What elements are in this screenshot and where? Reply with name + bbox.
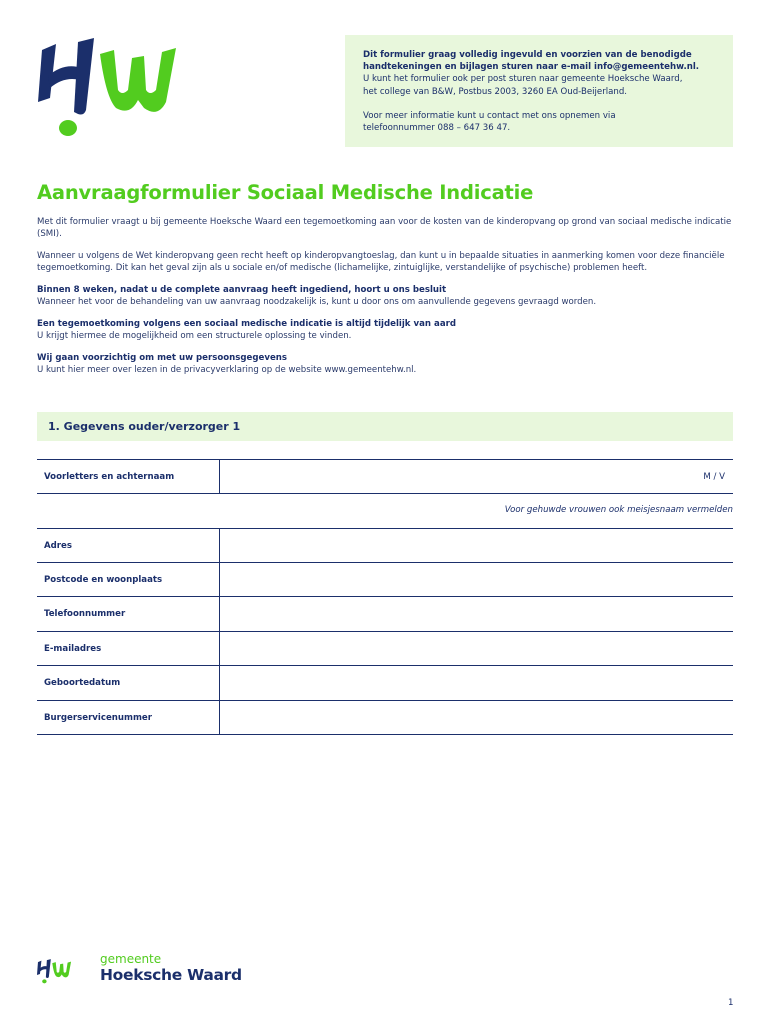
field-label: Postcode en woonplaats (44, 575, 163, 585)
field-label: Burgerservicenummer (44, 713, 152, 723)
hw-footer-logo-icon (36, 952, 76, 990)
info-line-2: handtekeningen en bijlagen sturen naar e-mail info@gemeentehw.nl. (363, 62, 700, 73)
hw-logo-icon (34, 32, 196, 140)
intro-paragraph-1: Met dit formulier vraagt u bij gemeente Hoeksche Waard een tegemoetkoming aan voor de kosten van de kinderopvang op grond van sociaal medische indicatie (SMI). (37, 217, 732, 239)
footer-name: Hoeksche Waard (100, 966, 242, 984)
intro-paragraph-3: Wanneer het voor de behandeling van uw aanvraag noodzakelijk is, kunt u door ons om aanvullende gegevens gevraagd worden. (37, 297, 597, 307)
intro-paragraph-4: U krijgt hiermee de mogelijkheid om een structurele oplossing te vinden. (37, 331, 352, 341)
section-header: 1. Gegevens ouder/verzorger 1 (37, 412, 733, 441)
form-row-address[interactable] (37, 528, 733, 562)
intro-heading-3: Binnen 8 weken, nadat u de complete aanvraag heeft ingediend, hoort u ons besluit (37, 285, 447, 295)
info-line-1: Dit formulier graag volledig ingevuld en voorzien van de benodigde (363, 50, 692, 60)
gender-hint: M / V (703, 472, 725, 482)
form-row-birthdate[interactable] (37, 665, 733, 699)
field-label: E-mailadres (44, 644, 102, 654)
form-row-postcode[interactable] (37, 562, 733, 596)
form-row-email[interactable] (37, 631, 733, 665)
intro-paragraph-2: Wanneer u volgens de Wet kinderopvang geen recht heeft op kinderopvangtoeslag, dan kunt u in bepaalde situaties in aanmerking komen voor deze financiële tegemoetkoming. Dit kan het geval zijn als u sociale en/of medische (lichamelijke, zintuiglijke, verstandelijke of psychische) problemen heeft. (37, 251, 725, 273)
intro-heading-5: Wij gaan voorzichtig om met uw persoonsgegevens (37, 353, 288, 363)
field-label: Adres (44, 541, 72, 551)
form-row-name (37, 459, 733, 494)
footer-brand (100, 953, 242, 984)
field-label: Voorletters en achternaam (44, 472, 175, 482)
page-number: 1 (728, 998, 734, 1008)
form-row-bsn[interactable] (37, 700, 733, 734)
intro-paragraph-5: U kunt hier meer over lezen in de privacyverklaring op de website www.gemeentehw.nl. (37, 365, 417, 375)
field-label: Geboortedatum (44, 678, 121, 688)
page-title: Aanvraagformulier Sociaal Medische Indicatie (37, 181, 534, 204)
info-line-4: het college van B&W, Postbus 2003, 3260 EA Oud-Beijerland. (363, 86, 628, 97)
field-note: Voor gehuwde vrouwen ook meisjesnaam vermelden (504, 505, 733, 515)
table-bottom-border (37, 734, 733, 735)
intro-text (37, 216, 737, 386)
form-row-phone[interactable] (37, 596, 733, 630)
info-line-3: U kunt het formulier ook per post sturen naar gemeente Hoeksche Waard, (363, 74, 683, 85)
info-line-6: telefoonnummer 088 – 647 36 47. (363, 123, 511, 134)
field-label: Telefoonnummer (44, 609, 126, 619)
info-line-5: Voor meer informatie kunt u contact met ons opnemen via (363, 110, 616, 121)
footer-gemeente: gemeente (100, 952, 162, 966)
info-box (345, 35, 733, 147)
intro-heading-4: Een tegemoetkoming volgens een sociaal medische indicatie is altijd tijdelijk van aard (37, 319, 457, 329)
